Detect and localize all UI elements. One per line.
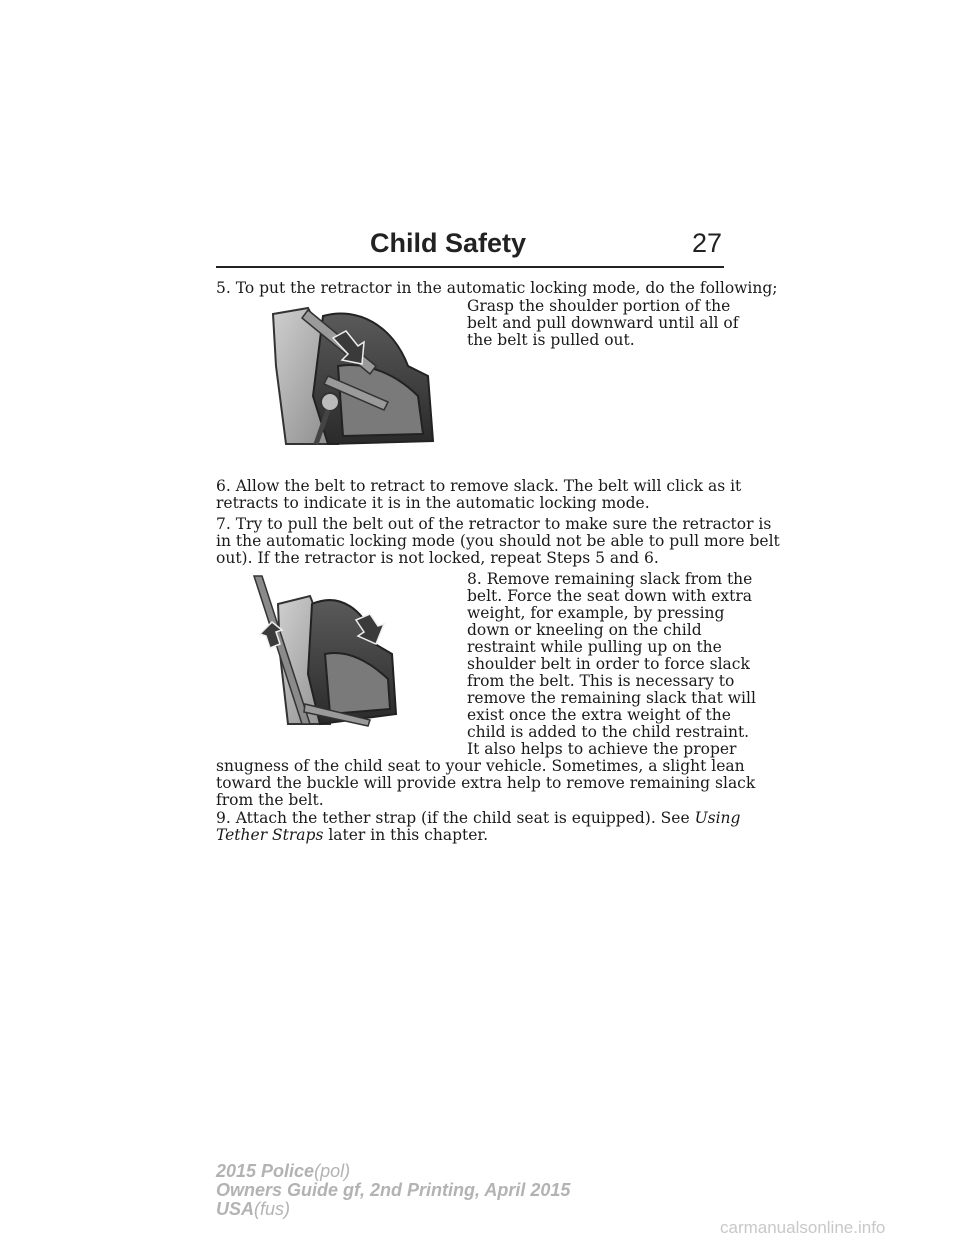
- step-9-text-start: 9. Attach the tether strap (if the child seat is equipped). See: [216, 809, 695, 827]
- text-line: down or kneeling on the child: [467, 621, 702, 639]
- text-line: restraint while pulling up on the: [467, 638, 722, 656]
- header-rule: [216, 266, 724, 268]
- text-line: from the belt. This is necessary to: [467, 672, 735, 690]
- text-line: belt. Force the seat down with extra: [467, 587, 752, 605]
- text-line: toward the buckle will provide extra help to remove remaining slack: [216, 774, 756, 792]
- page-number: 27: [692, 228, 723, 258]
- step-9-text: [216, 810, 740, 844]
- child-seat-belt-pull-illustration: [268, 306, 436, 446]
- text-line: snugness of the child seat to your vehicle. Sometimes, a slight lean: [216, 757, 745, 775]
- text-line: in the automatic locking mode (you should not be able to pull more belt: [216, 532, 780, 550]
- watermark: carmanualsonline.info: [720, 1218, 886, 1237]
- footer-market: USA: [216, 1199, 255, 1219]
- step-7-text: [216, 516, 780, 567]
- cross-reference-link: Using: [694, 809, 741, 827]
- text-line: Grasp the shoulder portion of the: [467, 297, 731, 315]
- text-line: belt and pull downward until all of: [467, 314, 739, 332]
- step-9-text-end: later in this chapter.: [323, 826, 489, 844]
- step-5-text: [467, 298, 739, 349]
- step-8-continued-text: [216, 758, 755, 809]
- text-line: out). If the retractor is not locked, repeat Steps 5 and 6.: [216, 549, 659, 567]
- text-line: 6. Allow the belt to retract to remove slack. The belt will click as it: [216, 477, 742, 495]
- text-line: 7. Try to pull the belt out of the retractor to make sure the retractor is: [216, 515, 772, 533]
- text-line: 8. Remove remaining slack from the: [467, 570, 753, 588]
- step-8-side-text: [467, 571, 756, 758]
- text-line: It also helps to achieve the proper: [467, 740, 737, 758]
- footer-model: 2015 Police: [216, 1161, 315, 1181]
- text-line: weight, for example, by pressing: [467, 604, 725, 622]
- text-line: child is added to the child restraint.: [467, 723, 750, 741]
- footer-model-code: (pol): [314, 1161, 351, 1181]
- child-seat-press-down-illustration: [250, 574, 400, 730]
- step-5-intro: 5. To put the retractor in the automatic locking mode, do the following;: [216, 279, 778, 297]
- text-line: retracts to indicate it is in the automatic locking mode.: [216, 494, 650, 512]
- footer-guide-info: Owners Guide gf, 2nd Printing, April 2015: [216, 1180, 571, 1200]
- footer-market-code: (fus): [254, 1199, 291, 1219]
- text-line: from the belt.: [216, 791, 324, 809]
- text-line: shoulder belt in order to force slack: [467, 655, 750, 673]
- text-line: the belt is pulled out.: [467, 331, 635, 349]
- document-footer: [216, 1162, 570, 1219]
- text-line: remove the remaining slack that will: [467, 689, 756, 707]
- cross-reference-link: Tether Straps: [216, 826, 324, 844]
- text-line: exist once the extra weight of the: [467, 706, 731, 724]
- page-title: Child Safety: [370, 228, 527, 258]
- step-6-text: [216, 478, 741, 512]
